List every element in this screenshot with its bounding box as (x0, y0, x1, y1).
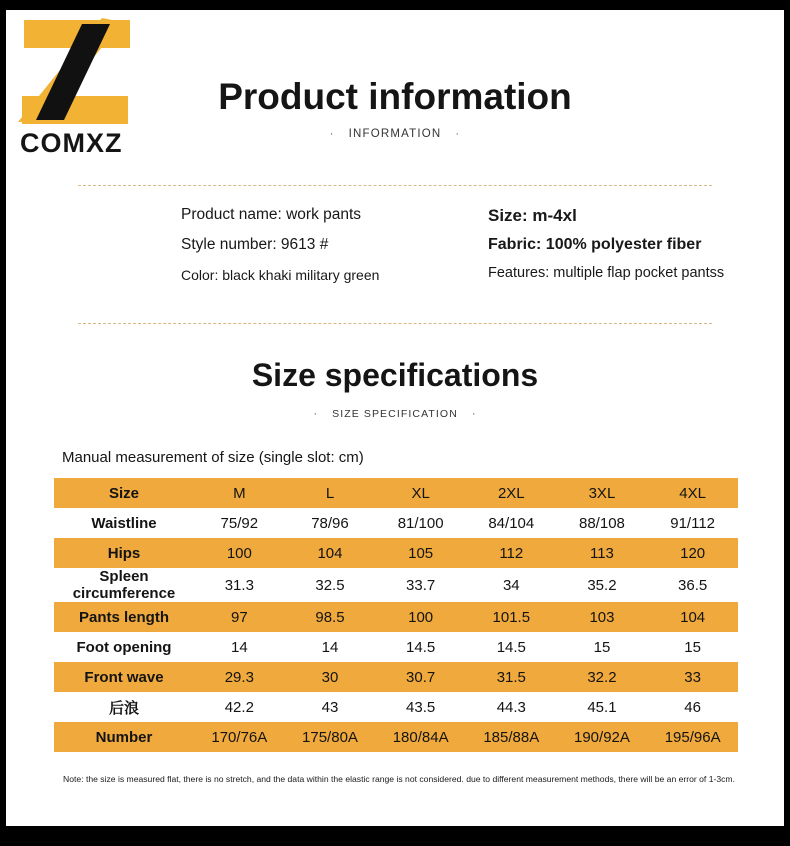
cell: 15 (647, 632, 738, 662)
cell: 46 (647, 692, 738, 722)
row-label: 后浪 (54, 692, 194, 722)
divider-bottom (78, 323, 712, 324)
cell: 105 (375, 538, 466, 568)
table-row (54, 508, 738, 538)
brand-name: COMXZ (20, 128, 123, 158)
cell: 44.3 (466, 692, 557, 722)
features-line: Features: multiple flap pocket pantss (488, 265, 725, 281)
cell: 36.5 (647, 568, 738, 602)
cell: 2XL (466, 478, 557, 508)
spec-title: Size specifications (251, 357, 539, 393)
cell: 4XL (647, 478, 738, 508)
cell: 14.5 (375, 632, 466, 662)
measurement-footnote: Note: the size is measured flat, there is no stretch, and the data within the elastic range is not considered. due to different measurement methods, there will be an error of 1-3cm. (63, 774, 735, 784)
style-number-line: Style number: 9613 # (181, 236, 329, 253)
row-label: Pants length (54, 602, 194, 632)
spec-dot-right: · (471, 408, 477, 421)
product-name-line: Product name: work pants (181, 206, 362, 223)
cell: 43 (285, 692, 376, 722)
subtitle-dot-left: · (329, 128, 335, 140)
cell: 33.7 (375, 568, 466, 602)
spec-dot-left: · (313, 408, 319, 421)
cell: 180/84A (375, 722, 466, 752)
row-label: Size (54, 478, 194, 508)
table-row (54, 602, 738, 632)
page-title: Product information (218, 76, 572, 117)
cell: XL (375, 478, 466, 508)
cell: 101.5 (466, 602, 557, 632)
size-table-wrap (54, 478, 738, 752)
row-label: Waistline (54, 508, 194, 538)
subtitle-text: INFORMATION (348, 128, 442, 141)
table-row (54, 722, 738, 752)
cell: 103 (557, 602, 648, 632)
cell: 75/92 (194, 508, 285, 538)
cell: 43.5 (375, 692, 466, 722)
cell: 31.5 (466, 662, 557, 692)
page-subtitle (6, 128, 784, 140)
table-row (54, 478, 738, 508)
cell: 112 (466, 538, 557, 568)
cell: 100 (194, 538, 285, 568)
cell: 78/96 (285, 508, 376, 538)
cell: 30 (285, 662, 376, 692)
cell: 84/104 (466, 508, 557, 538)
spec-subtitle (6, 408, 784, 420)
spec-subtitle-text: SIZE SPECIFICATION (332, 408, 458, 420)
product-info-right (488, 206, 778, 281)
color-line: Color: black khaki military green (181, 267, 380, 283)
cell: 190/92A (557, 722, 648, 752)
size-specifications-table (54, 478, 738, 752)
cell: 33 (647, 662, 738, 692)
manual-measurement-note: Manual measurement of size (single slot: cm) (62, 449, 364, 466)
cell: 34 (466, 568, 557, 602)
divider-top (78, 185, 712, 186)
cell: 104 (285, 538, 376, 568)
cell: 29.3 (194, 662, 285, 692)
product-info-sheet (6, 10, 784, 826)
cell: 97 (194, 602, 285, 632)
cell: 120 (647, 538, 738, 568)
cell: 14.5 (466, 632, 557, 662)
cell: 88/108 (557, 508, 648, 538)
cell: 81/100 (375, 508, 466, 538)
cell: 170/76A (194, 722, 285, 752)
cell: 31.3 (194, 568, 285, 602)
cell: 42.2 (194, 692, 285, 722)
cell: 98.5 (285, 602, 376, 632)
subtitle-dot-right: · (455, 128, 461, 140)
cell: 195/96A (647, 722, 738, 752)
product-info-left (181, 206, 471, 283)
cell: 32.5 (285, 568, 376, 602)
cell: 35.2 (557, 568, 648, 602)
table-row (54, 662, 738, 692)
fabric-line: Fabric: 100% polyester fiber (488, 236, 702, 253)
cell: 3XL (557, 478, 648, 508)
cell: M (194, 478, 285, 508)
table-row (54, 632, 738, 662)
cell: 104 (647, 602, 738, 632)
row-label: Spleen circumference (54, 568, 194, 602)
cell: 185/88A (466, 722, 557, 752)
cell: 45.1 (557, 692, 648, 722)
table-row (54, 538, 738, 568)
row-label: Foot opening (54, 632, 194, 662)
cell: 30.7 (375, 662, 466, 692)
cell: L (285, 478, 376, 508)
row-label: Number (54, 722, 194, 752)
size-range-line: Size: m-4xl (488, 206, 577, 225)
row-label: Front wave (54, 662, 194, 692)
row-label: Hips (54, 538, 194, 568)
table-row (54, 692, 738, 722)
cell: 15 (557, 632, 648, 662)
cell: 175/80A (285, 722, 376, 752)
cell: 14 (285, 632, 376, 662)
cell: 32.2 (557, 662, 648, 692)
table-row (54, 568, 738, 602)
cell: 113 (557, 538, 648, 568)
cell: 100 (375, 602, 466, 632)
cell: 91/112 (647, 508, 738, 538)
cell: 14 (194, 632, 285, 662)
